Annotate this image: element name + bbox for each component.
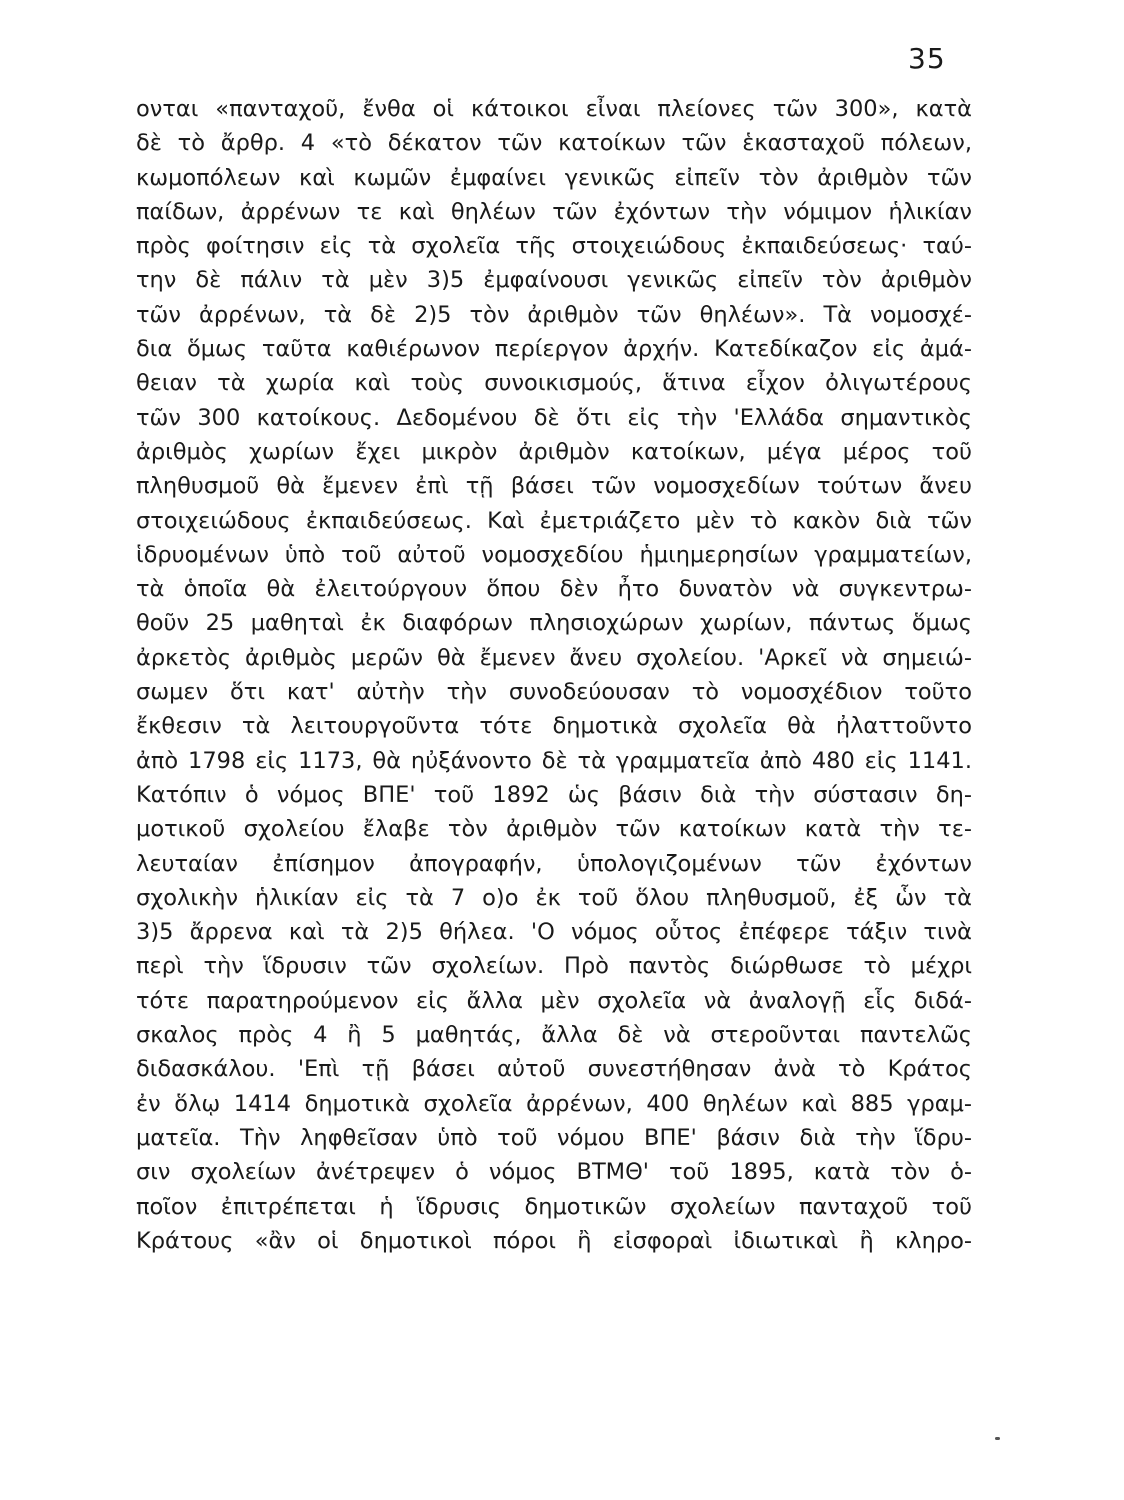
text-line: διδασκάλου. 'Επὶ τῇ βάσει αὐτοῦ συνεστήθησαν ἀνὰ τὸ Κράτος [136,1056,972,1083]
text-line: Κατόπιν ὁ νόμος ΒΠΕ' τοῦ 1892 ὡς βάσιν διὰ τὴν σύστασιν δη- [136,781,972,808]
text-line: ἀριθμὸς χωρίων ἔχει μικρὸν ἀριθμὸν κατοίκων, μέγα μέρος τοῦ [136,438,972,465]
text-line: θοῦν 25 μαθηταὶ ἐκ διαφόρων πλησιοχώρων χωρίων, πάντως ὅμως [136,610,972,637]
text-line: δὲ τὸ ἄρθρ. 4 «τὸ δέκατον τῶν κατοίκων τῶν ἑκασταχοῦ πόλεων, [136,130,972,157]
text-line: σιν σχολείων ἀνέτρεψεν ὁ νόμος ΒΤΜΘ' τοῦ 1895, κατὰ τὸν ὁ- [136,1159,972,1186]
text-line: τῶν ἀρρένων, τὰ δὲ 2)5 τὸν ἀριθμὸν τῶν θηλέων». Τὰ νομοσχέ- [136,301,972,328]
text-line: παίδων, ἀρρένων τε καὶ θηλέων τῶν ἐχόντων τὴν νόμιμον ἡλικίαν [136,198,972,225]
text-line: πρὸς φοίτησιν εἰς τὰ σχολεῖα τῆς στοιχειώδους ἐκπαιδεύσεως· ταύ- [136,233,972,260]
text-line: λευταίαν ἐπίσημον ἀπογραφήν, ὑπολογιζομένων τῶν ἐχόντων [136,850,972,877]
text-line: κωμοπόλεων καὶ κωμῶν ἐμφαίνει γενικῶς εἰπεῖν τὸν ἀριθμὸν τῶν [136,164,972,191]
text-line: ἀπὸ 1798 εἰς 1173, θὰ ηὐξάνοντο δὲ τὰ γραμματεῖα ἀπὸ 480 εἰς 1141. [136,747,972,774]
text-line: τῶν 300 κατοίκους. Δεδομένου δὲ ὅτι εἰς τὴν 'Ελλάδα σημαντικὸς [136,404,972,431]
page-number: 35 [908,42,946,75]
text-line: μοτικοῦ σχολείου ἔλαβε τὸν ἀριθμὸν τῶν κατοίκων κατὰ τὴν τε- [136,816,972,843]
text-line: περὶ τὴν ἵδρυσιν τῶν σχολείων. Πρὸ παντὸς διώρθωσε τὸ μέχρι [136,953,972,980]
scan-speck [995,1437,1000,1440]
text-line: ἔκθεσιν τὰ λειτουργοῦντα τότε δημοτικὰ σχολεῖα θὰ ἠλαττοῦντο [136,713,972,740]
text-line: ἀρκετὸς ἀριθμὸς μερῶν θὰ ἔμενεν ἄνευ σχολείου. 'Αρκεῖ νὰ σημειώ- [136,644,972,671]
text-line: Κράτους «ἂν οἱ δημοτικοὶ πόροι ἢ εἰσφοραὶ ἰδιωτικαὶ ἢ κληρο- [136,1227,972,1254]
text-line: ἐν ὅλῳ 1414 δημοτικὰ σχολεῖα ἀρρένων, 400 θηλέων καὶ 885 γραμ- [136,1090,972,1117]
text-line: τότε παρατηρούμενον εἰς ἄλλα μὲν σχολεῖα νὰ ἀναλογῇ εἷς διδά- [136,987,972,1014]
body-text [136,92,972,1258]
text-line: σωμεν ὅτι κατ' αὐτὴν τὴν συνοδεύουσαν τὸ νομοσχέδιον τοῦτο [136,679,972,706]
text-line: 3)5 ἄρρενα καὶ τὰ 2)5 θήλεα. 'Ο νόμος οὗτος ἐπέφερε τάξιν τινὰ [136,919,972,946]
text-line: θειαν τὰ χωρία καὶ τοὺς συνοικισμούς, ἅτινα εἶχον ὀλιγωτέρους [136,370,972,397]
text-line: δια ὅμως ταῦτα καθιέρωνον περίεργον ἀρχήν. Κατεδίκαζον εἰς ἀμά- [136,336,972,363]
text-line: τὰ ὁποῖα θὰ ἐλειτούργουν ὅπου δὲν ἦτο δυνατὸν νὰ συγκεντρω- [136,576,972,603]
text-line: ποῖον ἐπιτρέπεται ἡ ἵδρυσις δημοτικῶν σχολείων πανταχοῦ τοῦ [136,1193,972,1220]
text-line: σχολικὴν ἡλικίαν εἰς τὰ 7 ο)ο ἐκ τοῦ ὅλου πληθυσμοῦ, ἐξ ὧν τὰ [136,884,972,911]
text-line: ματεῖα. Τὴν ληφθεῖσαν ὑπὸ τοῦ νόμου ΒΠΕ' βάσιν διὰ τὴν ἵδρυ- [136,1124,972,1151]
text-line: την δὲ πάλιν τὰ μὲν 3)5 ἐμφαίνουσι γενικῶς εἰπεῖν τὸν ἀριθμὸν [136,267,972,294]
text-line: ονται «πανταχοῦ, ἔνθα οἱ κάτοικοι εἶναι πλείονες τῶν 300», κατὰ [136,96,972,122]
text-line: πληθυσμοῦ θὰ ἔμενεν ἐπὶ τῇ βάσει τῶν νομοσχεδίων τούτων ἄνευ [136,473,972,500]
text-line: ἱδρυομένων ὑπὸ τοῦ αὐτοῦ νομοσχεδίου ἡμιημερησίων γραμματείων, [136,541,972,568]
text-line: στοιχειώδους ἐκπαιδεύσεως. Καὶ ἐμετριάζετο μὲν τὸ κακὸν διὰ τῶν [136,507,972,534]
text-line: σκαλος πρὸς 4 ἢ 5 μαθητάς, ἄλλα δὲ νὰ στεροῦνται παντελῶς [136,1022,972,1049]
